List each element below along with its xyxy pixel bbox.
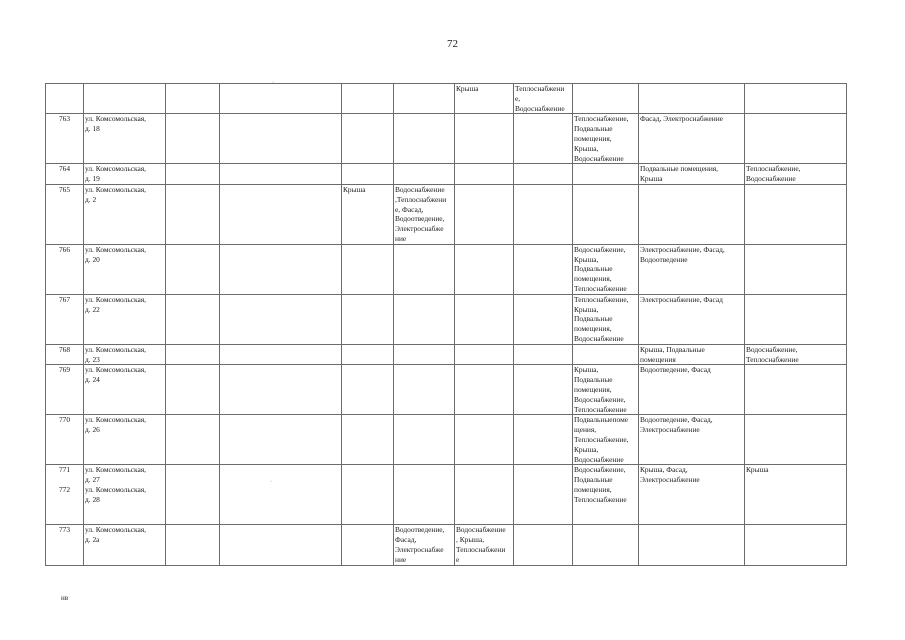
work-item-line: ние [395,554,407,564]
work-item-line: е, [515,93,521,103]
work-item-line: Электроснабже [395,544,444,554]
row-number: 764 [58,164,71,174]
work-cell-c3 [166,164,220,185]
work-cell-c7 [455,84,514,114]
work-item-line: Водоснабжение [456,525,506,535]
work-item-line: Теплоснабжение, [574,294,629,304]
table-row [46,344,847,365]
row-number: 770 [58,415,71,425]
address-line: ул. Комсомольская, [85,525,147,535]
work-item-line: Крыша, [574,444,599,454]
work-cell-c8 [514,184,573,244]
work-cell-c3 [166,84,220,114]
address-cell [84,365,166,415]
work-item-line: Водоснабжение [746,174,796,184]
work-cell-c4 [220,244,342,294]
work-cell-c4 [220,84,342,114]
work-item-line: Водоснабжение [395,184,445,194]
table-row [46,294,847,344]
row-number: 768 [58,344,71,354]
work-item-line: Водоотведение [640,254,688,264]
work-cell-c10 [639,465,745,525]
address-line: ул. Комсомольская, [85,415,147,425]
table-row [46,415,847,465]
table-row [46,465,847,525]
work-cell-c6 [394,164,455,185]
work-cell-c4 [220,164,342,185]
work-item-line: Теплоснабжение, [574,114,629,124]
row-number-cell [46,164,84,185]
address-line: ул. Комсомольская, [85,114,147,124]
work-item-line: Подвальные [574,375,613,385]
work-item-line: Теплоснабжение [574,494,627,504]
row-number-cell [46,84,84,114]
table-row [46,184,847,244]
work-cell-c3 [166,294,220,344]
table-row [46,244,847,294]
work-item-line: ние [395,233,407,243]
work-cell-c4 [220,465,342,525]
work-item-line: Теплоснабжение [574,283,627,293]
address-cell [84,344,166,365]
work-item-line: Теплоснабжение [574,404,627,414]
work-item-line: Теплоснабжение, [746,164,801,174]
address-line: д. 28 [85,494,100,504]
work-item-line: Подвальные помещения, [640,164,719,174]
work-cell-c9 [573,294,639,344]
work-cell-c7 [455,465,514,525]
work-cell-c5 [342,465,394,525]
address-line: ул. Комсомольская, [85,164,147,174]
work-item-line: Подвальные [574,124,613,134]
row-number: 766 [58,244,71,254]
work-cell-c5 [342,84,394,114]
work-cell-c10 [639,184,745,244]
address-line: ул. Комсомольская, [85,365,147,375]
work-cell-c11 [745,344,847,365]
work-cell-c5 [342,164,394,185]
work-item-line: Электроснабже [395,224,444,234]
table-row [46,525,847,566]
address-cell [84,114,166,164]
work-cell-c8 [514,294,573,344]
work-cell-c5 [342,244,394,294]
work-item-line: помещения [640,354,676,364]
work-cell-c7 [455,244,514,294]
work-cell-c9 [573,184,639,244]
work-cell-c3 [166,344,220,365]
address-line: д. 18 [85,124,100,134]
work-cell-c3 [166,184,220,244]
work-item-line: Водоснабжение, [746,344,798,354]
row-number: 769 [58,365,71,375]
address-line: д. 22 [85,304,100,314]
address-cell [84,525,166,566]
work-cell-c10 [639,365,745,415]
work-cell-c8 [514,365,573,415]
work-cell-c4 [220,344,342,365]
table-row [46,365,847,415]
work-item-line: Крыша [746,465,769,475]
work-cell-c9 [573,244,639,294]
work-cell-c6 [394,344,455,365]
work-item-line: Водоотведение, [395,525,445,535]
work-item-line: Водоснабжение, [574,394,626,404]
work-cell-c10 [639,525,745,566]
stray-mark: · [270,479,272,485]
work-cell-c8 [514,164,573,185]
row-number: 771 [58,465,71,475]
work-cell-c11 [745,184,847,244]
address-line: ул. Комсомольская, [85,465,147,475]
work-cell-c10 [639,164,745,185]
work-cell-c8 [514,244,573,294]
work-cell-c5 [342,415,394,465]
work-cell-c7 [455,164,514,185]
work-item-line: Водоотведение, [395,214,445,224]
row-number: 765 [58,184,71,194]
address-cell [84,465,166,525]
work-item-line: Электроснабжение [640,425,700,435]
work-cell-c7 [455,184,514,244]
table-row [46,164,847,185]
work-cell-c6 [394,114,455,164]
work-item-line: Крыша [640,174,663,184]
row-number-cell [46,465,84,525]
row-number-cell [46,294,84,344]
work-item-line: Водоснабжение, [574,244,626,254]
work-cell-c9 [573,415,639,465]
work-item-line: Теплоснабжени [515,84,565,93]
row-number-cell [46,365,84,415]
work-item-line: Водоснабжение, [574,465,626,475]
work-item-line: ,Теплоснабжени [395,194,447,204]
work-item-line: , Крыша, [456,535,485,545]
work-cell-c8 [514,465,573,525]
table-row [46,114,847,164]
work-item-line: Водоснабжение [574,333,624,343]
work-item-line: Водоснабжение [574,454,624,464]
work-cell-c6 [394,525,455,566]
work-item-line: Крыша, [574,143,599,153]
work-cell-c7 [455,294,514,344]
work-item-line: е, Фасад, [395,204,424,214]
work-item-line: помещения, [574,324,612,334]
work-cell-c7 [455,365,514,415]
row-number-cell [46,344,84,365]
address-line: ул. Комсомольская, [85,294,147,304]
work-cell-c9 [573,164,639,185]
work-cell-c6 [394,184,455,244]
work-cell-c3 [166,365,220,415]
work-item-line: помещения, [574,384,612,394]
work-item-line: е [456,554,460,564]
work-cell-c9 [573,114,639,164]
address-line: ул. Комсомольская, [85,484,147,494]
work-cell-c4 [220,365,342,415]
address-cell [84,244,166,294]
work-item-line: Водоотведение, Фасад, [640,415,713,425]
address-cell [84,415,166,465]
work-cell-c11 [745,365,847,415]
work-cell-c7 [455,525,514,566]
address-cell [84,84,166,114]
work-cell-c5 [342,184,394,244]
address-line: д. 23 [85,354,100,364]
row-number-cell [46,184,84,244]
work-item-line: Крыша [343,184,366,194]
address-line: д. 26 [85,425,100,435]
work-cell-c11 [745,525,847,566]
work-cell-c4 [220,525,342,566]
work-cell-c11 [745,164,847,185]
work-cell-c9 [573,365,639,415]
work-cell-c8 [514,114,573,164]
row-number-cell [46,525,84,566]
work-item-line: Крыша, Подвальные [640,344,705,354]
work-item-line: Крыша, [574,365,599,375]
work-item-line: Водоснабжение [515,103,565,113]
address-line: д. 19 [85,174,100,184]
work-item-line: Водоотведение, Фасад [640,365,711,375]
work-cell-c10 [639,294,745,344]
work-item-line: Подвальные [574,475,613,485]
work-item-line: Теплоснабжение, [574,434,629,444]
work-cell-c3 [166,525,220,566]
work-cell-c9 [573,84,639,114]
address-line: д. 2 [85,194,97,204]
work-cell-c8 [514,344,573,365]
work-item-line: Фасад, Электроснабжение [640,114,723,124]
work-cell-c6 [394,415,455,465]
work-cell-c10 [639,415,745,465]
work-cell-c8 [514,84,573,114]
work-item-line: Подвальные [574,264,613,274]
row-number-cell [46,244,84,294]
work-cell-c4 [220,415,342,465]
work-item-line: помещения, [574,484,612,494]
work-item-line: помещения, [574,274,612,284]
work-cell-c8 [514,415,573,465]
work-item-line: Электроснабжение, Фасад, [640,244,725,254]
address-line: д. 20 [85,254,100,264]
work-item-line: щения, [574,425,597,435]
address-line: д. 2а [85,535,100,545]
work-cell-c6 [394,465,455,525]
stray-mark: · [272,80,274,86]
work-cell-c3 [166,465,220,525]
row-number-cell [46,415,84,465]
work-cell-c10 [639,114,745,164]
work-cell-c4 [220,114,342,164]
repair-schedule-table [45,83,847,566]
work-item-line: помещения, [574,133,612,143]
work-item-line: Электроснабжение, Фасад [640,294,723,304]
work-cell-c6 [394,365,455,415]
work-item-line: Фасад, [395,535,417,545]
work-cell-c9 [573,465,639,525]
work-item-line: Водоснабжение [574,153,624,163]
address-cell [84,164,166,185]
address-cell [84,184,166,244]
row-number: 772 [58,485,71,495]
work-cell-c5 [342,114,394,164]
work-cell-c8 [514,525,573,566]
work-item-line: Крыша, Фасад, [640,465,688,475]
work-cell-c7 [455,344,514,365]
work-item-line: Подвальные [574,314,613,324]
address-line: ул. Комсомольская, [85,244,147,254]
work-cell-c7 [455,415,514,465]
work-cell-c4 [220,184,342,244]
work-cell-c5 [342,365,394,415]
work-item-line: Электроснабжение [640,475,700,485]
work-cell-c10 [639,84,745,114]
work-cell-c11 [745,415,847,465]
work-cell-c5 [342,525,394,566]
work-item-line: Теплоснабжени [456,544,506,554]
work-cell-c10 [639,244,745,294]
address-line: д. 27 [85,475,100,485]
work-cell-c6 [394,294,455,344]
work-item-line: Крыша [456,84,479,93]
table-body [46,84,847,566]
work-cell-c11 [745,244,847,294]
work-cell-c11 [745,114,847,164]
work-cell-c10 [639,344,745,365]
address-line: ул. Комсомольская, [85,184,147,194]
work-cell-c9 [573,344,639,365]
work-cell-c11 [745,465,847,525]
work-cell-c6 [394,244,455,294]
row-number: 767 [58,294,71,304]
work-cell-c11 [745,294,847,344]
footer-mark: нв [61,594,69,602]
row-number: 763 [58,114,71,124]
address-line: д. 24 [85,375,100,385]
page-number: 72 [447,38,458,50]
row-number: 773 [58,525,71,535]
work-cell-c6 [394,84,455,114]
work-item-line: Теплоснабжение [746,354,799,364]
address-cell [84,294,166,344]
row-number-cell [46,114,84,164]
table-row [46,84,847,114]
work-cell-c3 [166,114,220,164]
work-cell-c3 [166,415,220,465]
work-item-line: Подвальныепоме [574,415,629,425]
work-item-line: Крыша, [574,254,599,264]
work-cell-c9 [573,525,639,566]
work-cell-c7 [455,114,514,164]
work-cell-c3 [166,244,220,294]
work-cell-c5 [342,294,394,344]
work-cell-c5 [342,344,394,365]
work-cell-c4 [220,294,342,344]
address-line: ул. Комсомольская, [85,344,147,354]
work-cell-c11 [745,84,847,114]
work-item-line: Крыша, [574,304,599,314]
